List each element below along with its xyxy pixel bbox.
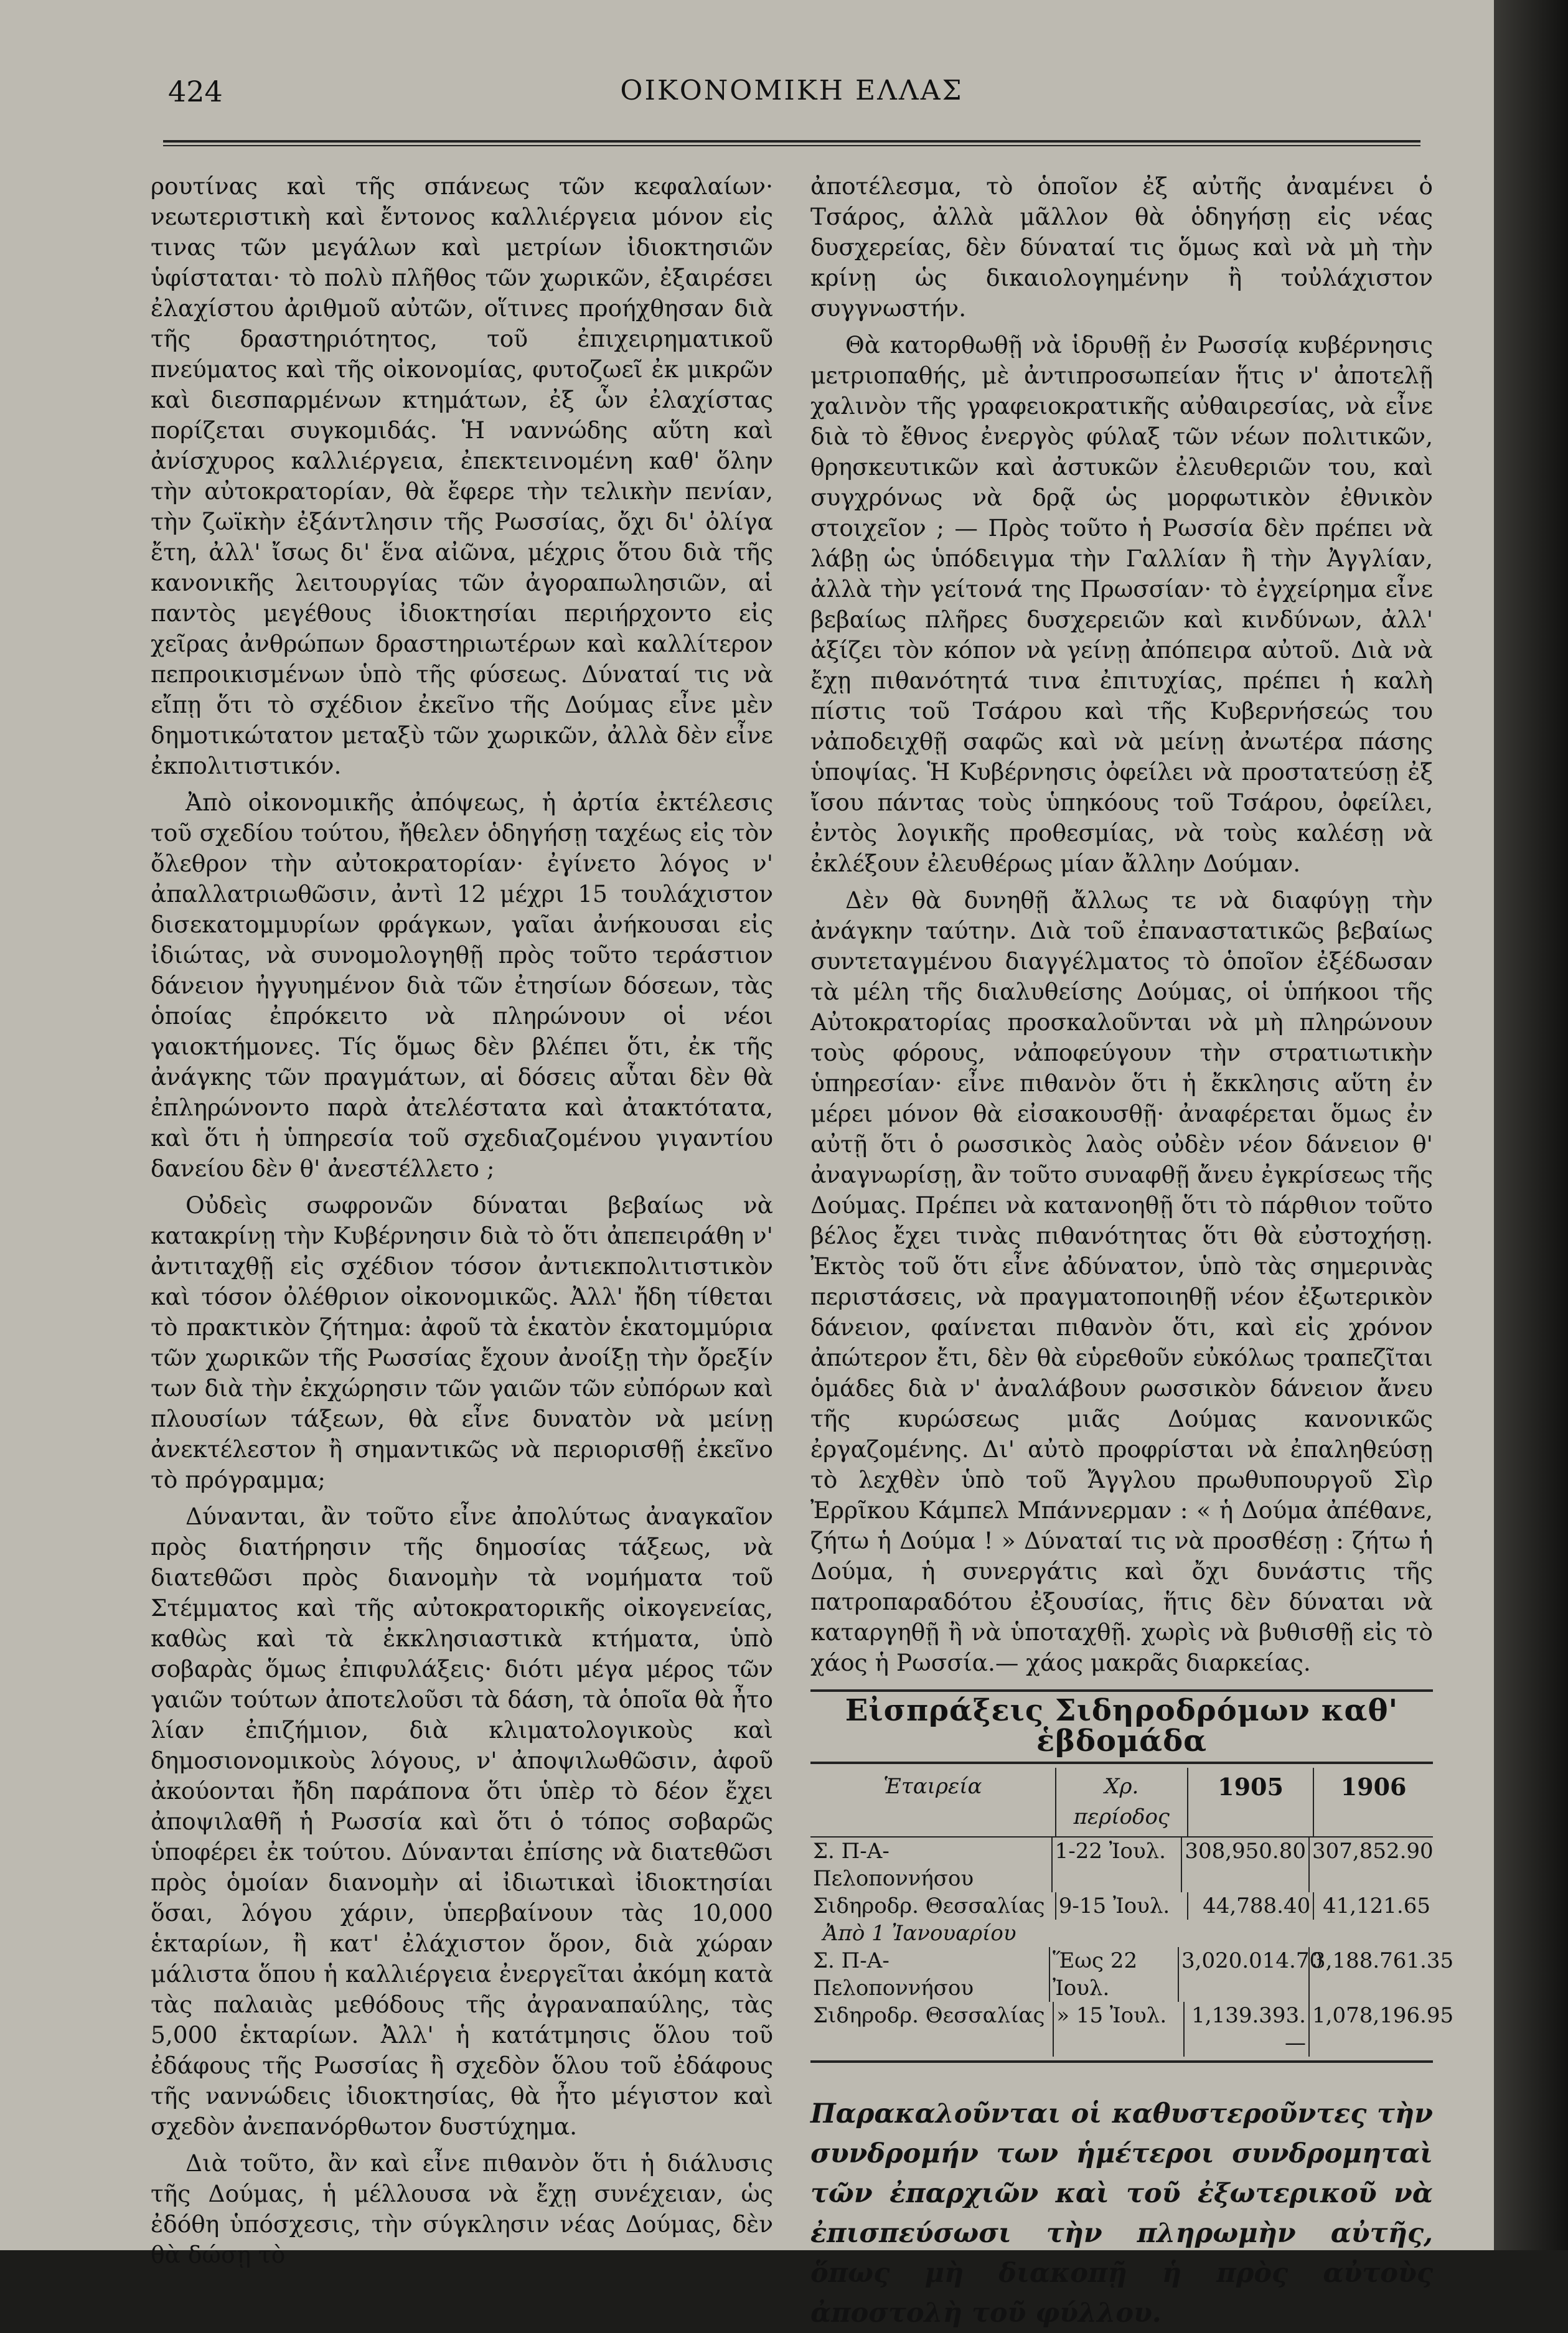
subscription-notice: Παρακαλοῦνται οἱ καθυστεροῦντες τὴν συνδρομήν των ἡμέτεροι συνδρομηταὶ τῶν ἐπαρχιῶν καὶ τοῦ ἐξωτερικοῦ νὰ ἐπισπεύσωσι τὴν πληρωμὴν αὐτῆς, ὅπως μὴ διακοπῇ ἡ πρὸς αὐτοὺς ἀποστολὴ τοῦ φύλλου. xyxy=(810,2098,1433,2329)
table-cell: » 15 Ἰουλ. xyxy=(1054,2002,1185,2057)
paragraph: Διὰ τοῦτο, ἂν καὶ εἶνε πιθανὸν ὅτι ἡ διάλυσις τῆς Δούμας, ἡ μέλλουσα νὰ ἔχῃ συνέχειαν, ὡς ἐδόθη ὑπόσχεσις, τὴν σύγκλησιν νέας Δούμας, δὲν θὰ δώσῃ τὸ xyxy=(151,2149,773,2268)
table-cell: 41,121.65 xyxy=(1322,1894,1430,1918)
paragraph: Δὲν θὰ δυνηθῇ ἄλλως τε νὰ διαφύγῃ τὴν ἀνάγκην ταύτην. Διὰ τοῦ ἐπαναστατικῶς βεβαίως συντεταγμένου διαγγέλματος τὸ ὁποῖον ἐξέδωσαν τὰ μέλη τῆς διαλυθείσης Δούμας, οἱ ὑπήκοοι τῆς Αὐτοκρατορίας προσκαλοῦνται νὰ μὴ πληρώνουν τοὺς φόρους, νἀποφεύγουν τὴν στρατιωτικὴν ὑπηρεσίαν· εἶνε πιθανὸν ὅτι ἡ ἔκκλησις αὕτη ἐν μέρει μόνον θὰ εἰσακουσθῇ· ἀναφέρεται ὅμως ἐν αὐτῇ ὅτι ὁ ρωσσικὸς λαὸς οὐδὲν νέον δάνειον θ' ἀναγνωρίσῃ, ἂν τοῦτο συναφθῇ ἄνευ ἐγκρίσεως τῆς Δούμας. Πρέπει νὰ κατανοηθῇ ὅτι τὸ πάρθιον τοῦτο βέλος ἔχει τινὰς πιθανότητας ὅτι θὰ εὐστοχήσῃ. Ἐκτὸς τοῦ ὅτι εἶνε ἀδύνατον, ὑπὸ τὰς σημερινὰς περιστάσεις, νὰ πραγματοποιηθῇ νέον ἐξωτερικὸν δάνειον, φαίνεται πιθανὸν ὅτι, καὶ εἰς χρόνον ἀπώτερον ἔτι, δὲν θὰ εὑρεθοῦν εὐκόλως τραπεζῖται ὁμάδες διὰ ν' ἀναλάβουν ρωσσικὸν δάνειον ἄνευ τῆς κυρώσεως μιᾶς Δούμας κανονικῶς ἐργαζομένης. Δι' αὐτὸ προφρίσται νὰ ἐπαληθεύσῃ τὸ λεχθὲν ὑπὸ τοῦ Ἄγγλου πρωθυπουργοῦ Σὶρ Ἐρρῖκου Κάμπελ Μπάννερμαν : « ἡ Δούμα ἀπέθανε, ζήτω ἡ Δούμα ! » Δύναταί τις νὰ προσθέσῃ : ζήτω ἡ Δούμα, ἡ συνεργάτις καὶ ὄχι δυνάστις τῆς πατροπαραδότου ἐξουσίας, ἥτις δὲν δύναται νὰ καταργηθῇ ἢ νὰ ὑποταχθῇ. χωρὶς νὰ βυθισθῇ εἰς τὸ χάος ἡ Ρωσσία.— χάος μακρᾶς διαρκείας. xyxy=(810,886,1433,1676)
paragraph: Θὰ κατορθωθῇ νὰ ἱδρυθῇ ἐν Ρωσσίᾳ κυβέρνησις μετριοπαθής, μὲ ἀντιπροσωπείαν ἥτις ν' ἀποτελῇ χαλινὸν τῆς γραφειοκρατικῆς αὐθαιρεσίας, νὰ εἶνε διὰ τὸ ἔθνος ἐνεργὸς φύλαξ τῶν νέων πολιτικῶν, θρησκευτικῶν καὶ ἀστυκῶν ἐλευθεριῶν του, καὶ συγχρόνως νὰ δρᾷ ὡς μορφωτικὸν ἐθνικὸν στοιχεῖον ; — Πρὸς τοῦτο ἡ Ρωσσία δὲν πρέπει νὰ λάβῃ ὡς ὑπόδειγμα τὴν Γαλλίαν ἢ τὴν Ἀγγλίαν, ἀλλὰ τὴν γείτονά της Πρωσσίαν· τὸ ἐγχείρημα εἶνε βεβαίως πλῆρες δυσχερειῶν καὶ κινδύνων, ἀλλ' ἀξίζει τὸν κόπον νὰ γείνῃ ἀπόπειρα αὐτοῦ. Διὰ νὰ ἔχῃ πιθανότητά τινα ἐπιτυχίας, πρέπει ἡ καλὴ πίστις τοῦ Τσάρου καὶ τῆς Κυβερνήσεώς του νἀποδειχθῇ σαφῶς καὶ νὰ μείνῃ ἀνωτέρα πάσης ὑποψίας. Ἡ Κυβέρνησις ὀφείλει νὰ προστατεύσῃ ἐξ ἴσου πάντας τοὺς ὑπηκόους τοῦ Τσάρου, ὀφείλει, ἐντὸς λογικῆς προθεσμίας, νὰ τοὺς καλέσῃ νὰ ἐκλέξουν ἐλευθέρως μίαν ἄλλην Δούμαν. xyxy=(810,331,1433,877)
table-cell: 44,788.40 xyxy=(1188,1892,1314,1920)
table-title: Εἰσπράξεις Σιδηροδρόμων καθ' ἑβδομάδα xyxy=(810,1689,1433,1764)
paragraph: ρουτίνας καὶ τῆς σπάνεως τῶν κεφαλαίων· νεωτεριστικὴ καὶ ἔντονος καλλιέργεια μόνον εἰς τινας τῶν μεγάλων καὶ μετρίων ἰδιοκτησιῶν ὑφίσταται· τὸ πολὺ πλῆθος τῶν χωρικῶν, ἐξαιρέσει ἐλαχίστου ἀριθμοῦ αὐτῶν, οἵτινες προήχθησαν διὰ τῆς δραστηριότητος, τοῦ ἐπιχειρηματικοῦ πνεύματος καὶ τῆς οἰκονομίας, φυτοζωεῖ ἐκ μικρῶν καὶ διεσπαρμένων κτημάτων, ἐξ ὧν ἐλαχίστας πορίζεται συγκομιδάς. Ἡ ναννώδης αὕτη καὶ ἀνίσχυρος καλλιέργεια, ἐπεκτεινομένη καθ' ὅλην τὴν αὐτοκρατορίαν, θὰ ἔφερε τὴν τελικὴν πενίαν, τὴν ζωϊκὴν ἐξάντλησιν τῆς Ρωσσίας, ὄχι δι' ὀλίγα ἔτη, ἀλλ' ἴσως δι' ἕνα αἰῶνα, μέχρις ὅτου διὰ τῆς κανονικῆς λειτουργίας τῶν ἀγοραπωλησιῶν, αἱ παντὸς μεγέθους ἰδιοκτησίαι περιήρχοντο εἰς χεῖρας ἀνθρώπων δραστηριωτέρων καὶ καλλίτερον πεπροικισμένων ὑπὸ τῆς φύσεως. Δύναταί τις νὰ εἴπῃ ὅτι τὸ σχέδιον ἐκεῖνο τῆς Δούμας εἶνε μὲν δημοτικώτατον μεταξὺ τῶν χωρικῶν, ἀλλὰ δὲν εἶνε ἐκπολιτιστικόν. xyxy=(151,172,773,779)
table-cell: 1,078,196.95 xyxy=(1312,2003,1454,2028)
table-cell: 308,950.80 xyxy=(1182,1838,1310,1892)
page-header xyxy=(163,68,1420,118)
table-cell: Ἕως 22 Ἰουλ. xyxy=(1050,1947,1179,2002)
left-column xyxy=(151,171,773,2276)
table-cell: Σιδηροδρ. Θεσσαλίας xyxy=(810,1892,1056,1920)
table-row xyxy=(810,1892,1433,1920)
header-rule xyxy=(163,140,1420,143)
table-row xyxy=(810,1838,1433,1892)
table-cell: 1-22 Ἰουλ. xyxy=(1053,1838,1183,1892)
table-bottom-rule xyxy=(810,2060,1433,2063)
table-cell: Σιδηροδρ. Θεσσαλίας xyxy=(810,2002,1054,2057)
table-header-row xyxy=(810,1768,1433,1838)
page-edge-shadow xyxy=(1494,0,1568,2250)
table-section-label: Ἀπὸ 1 Ἰανουαρίου xyxy=(823,1921,1016,1946)
paragraph: ἀποτέλεσμα, τὸ ὁποῖον ἐξ αὐτῆς ἀναμένει ὁ Τσάρος, ἀλλὰ μᾶλλον θὰ ὁδηγήσῃ εἰς νέας δυσχερείας, δὲν δύναταί τις ὅμως καὶ νὰ μὴ τὴν κρίνῃ ὡς δικαιολογημένην ἢ τοὐλάχιστον συγγνωστήν. xyxy=(810,172,1433,322)
paragraph: Ἀπὸ οἰκονομικῆς ἀπόψεως, ἡ ἀρτία ἐκτέλεσις τοῦ σχεδίου τούτου, ἤθελεν ὁδηγήσῃ ταχέως εἰς τὸν ὄλεθρον τὴν αὐτοκρατορίαν· ἐγίνετο λόγος ν' ἀπαλλατριωθῶσιν, ἀντὶ 12 μέχρι 15 τουλάχιστον δισεκατομμυρίων φράγκων, γαῖαι ἀνήκουσαι εἰς ἰδιώτας, νὰ συνομολογηθῇ πρὸς τοῦτο τεράστιον δάνειον ἠγγυημένον διὰ τῶν ἐτησίων δόσεων, τὰς ὁποίας ἐπρόκειτο νὰ πληρώνουν οἱ νέοι γαιοκτήμονες. Τίς ὅμως δὲν βλέπει ὅτι, ἐκ τῆς ἀνάγκης τῶν πραγμάτων, αἱ δόσεις αὗται δὲν θὰ ἐπληρώνοντο παρὰ ἀτελέστατα καὶ ἀτακτότατα, καὶ ὅτι ἡ ὑπηρεσία τοῦ σχεδιαζομένου γιγαντίου δανείου δὲν θ' ἀνεστέλλετο ; xyxy=(151,789,773,1182)
header-rule-thin xyxy=(163,145,1420,146)
table-cell: 9-15 Ἰουλ. xyxy=(1056,1892,1188,1920)
column-header: 1905 xyxy=(1188,1768,1314,1836)
table-row xyxy=(810,1947,1454,2002)
paragraph: Δύνανται, ἂν τοῦτο εἶνε ἀπολύτως ἀναγκαῖον πρὸς διατήρησιν τῆς δημοσίας τάξεως, νὰ διατεθῶσι πρὸς διανομὴν τὰ νομήματα τοῦ Στέμματος καὶ τῆς αὐτοκρατορικῆς οἰκογενείας, καθὼς καὶ τὰ ἐκκλησιαστικὰ κτήματα, ὑπὸ σοβαρὰς ὅμως ἐπιφυλάξεις· διότι μέγα μέρος τῶν γαιῶν τούτων ἀποτελοῦσι τὰ δάση, τὰ ὁποῖα θὰ ἦτο λίαν ἐπιζήμιον, διὰ κλιματολογικοὺς καὶ δημοσιονομικοὺς λόγους, ν' ἀποψιλωθῶσιν, ἀφοῦ ἀκούονται ἤδη παράπονα ὅτι ὑπὲρ τὸ δέον ἔχει ἀποψιλαθῆ ἡ Ρωσσία καὶ ὅτι ὁ τόπος σοβαρῶς ὑποφέρει ἐκ τούτου. Δύνανται ἐπίσης νὰ διατεθῶσι πρὸς ὁμοίαν διανομὴν αἱ ἰδιωτικαὶ ἰδιοκτησίαι ὅσαι, λόγου χάριν, ὑπερβαίνουν τὰς 10,000 ἑκταρίων, ἢ κατ' ἐλάχιστον ὅρον, διὰ χώραν μάλιστα ὅπου ἡ καλλιέργεια ἐνεργεῖται ἀκόμη κατὰ τὰς παλαιὰς μεθόδους τῆς ἀγραναπαύλης, τὰς 5,000 ἑκταρίων. Ἀλλ' ἡ κατάτμησις ὅλου τοῦ ἐδάφους τῆς Ρωσσίας ἢ σχεδὸν ὅλου τοῦ ἐδάφους τῆς ναννώδεις ἰδιοκτησίας, θὰ ἦτο μέγιστον καὶ σχεδὸν ἀνεπανόρθωτον δυστύχημα. xyxy=(151,1503,773,2140)
table-cell: 3,188.761.35 xyxy=(1312,1948,1454,1973)
table-cell: 1,139.393.— xyxy=(1185,2002,1310,2057)
column-header: Χρ. περίοδος xyxy=(1056,1768,1188,1836)
column-header: Ἑταιρεία xyxy=(810,1768,1056,1836)
railway-receipts-table xyxy=(810,1689,1454,2063)
table-cell: 3,020.014.70 xyxy=(1179,1947,1310,2002)
page-number: 424 xyxy=(168,75,223,108)
column-header: 1906 xyxy=(1340,1773,1407,1801)
running-title: ΟΙΚΟΝΟΜΙΚΗ ΕΛΛΑΣ xyxy=(620,75,964,106)
table-cell: 307,852.90 xyxy=(1312,1839,1434,1864)
table-cell: Σ. Π-Α-Πελοποννήσου xyxy=(810,1838,1053,1892)
right-column xyxy=(810,171,1454,2333)
paragraph: Οὐδεὶς σωφρονῶν δύναται βεβαίως νὰ κατακρίνῃ τὴν Κυβέρνησιν διὰ τὸ ὅτι ἀπεπειράθη ν' ἀντιταχθῇ εἰς σχέδιον τόσον ἀντιεκπολιτιστικὸν καὶ τόσον ὀλέθριον οἰκονομικῶς. Ἀλλ' ἤδη τίθεται τὸ πρακτικὸν ζήτημα: ἀφοῦ τὰ ἑκατὸν ἑκατομμύρια τῶν χωρικῶν τῆς Ρωσσίας ἔχουν ἀνοίξῃ τὴν ὄρεξίν των διὰ τὴν ἐκχώρησιν τῶν γαιῶν τῶν εὐπόρων καὶ πλουσίων τάξεων, θὰ εἶνε δυνατὸν νὰ μείνῃ ἀνεκτέλεστον ἢ σημαντικῶς νὰ περιορισθῇ ἐκεῖνο τὸ πρόγραμμα; xyxy=(151,1191,773,1493)
table-cell: Σ. Π-Α-Πελοποννήσου xyxy=(810,1947,1050,2002)
table-row xyxy=(810,2002,1454,2057)
